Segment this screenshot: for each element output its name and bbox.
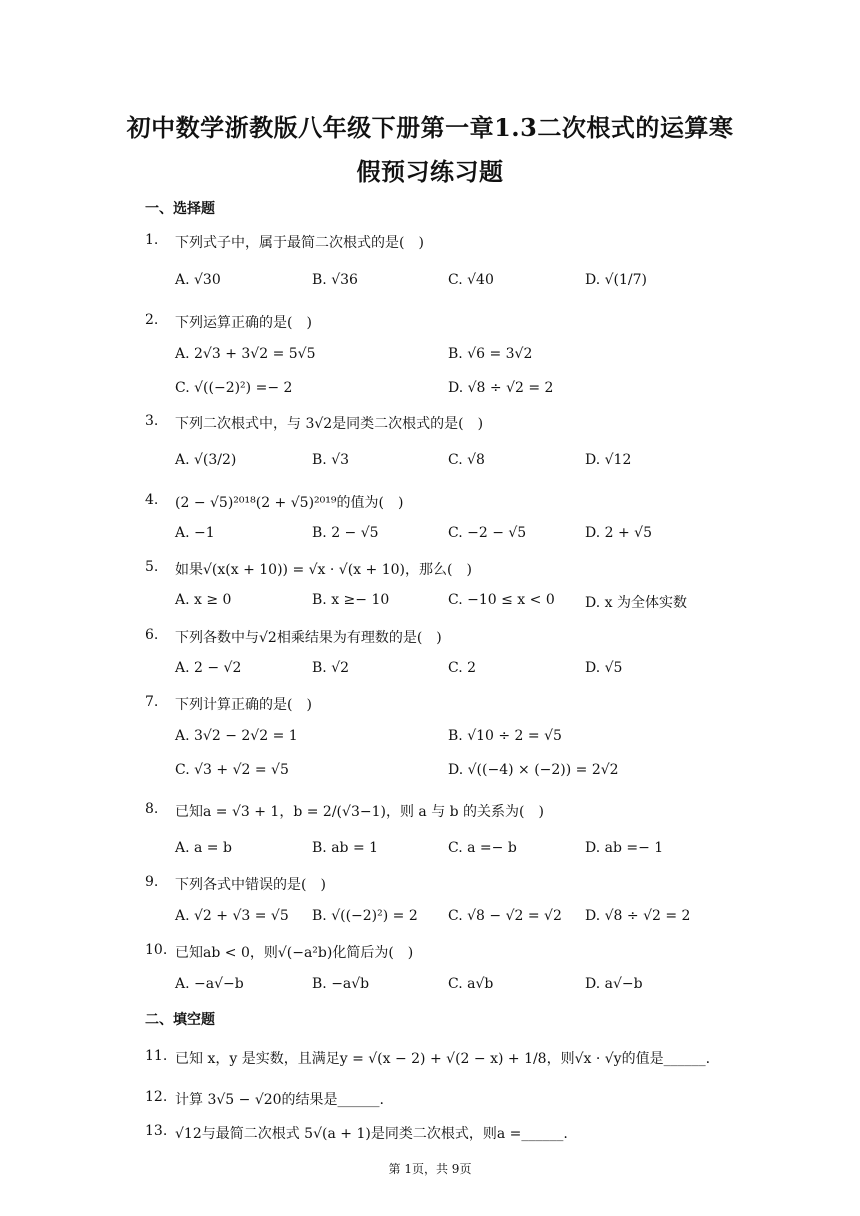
- question-number: 13.: [145, 1123, 168, 1139]
- option-c: C. a =− b: [448, 840, 517, 856]
- option-c: C. −2 − √5: [448, 525, 527, 541]
- option-c: C. √40: [448, 272, 494, 288]
- option-d: D. a√−b: [585, 976, 643, 992]
- option-c: C. √8 − √2 = √2: [448, 908, 562, 924]
- question-number: 5.: [145, 559, 159, 575]
- section-heading-fill: 二、填空题: [145, 1012, 215, 1028]
- option-d: D. x 为全体实数: [585, 595, 687, 611]
- question-stem: 已知ab < 0，则√(−a²b)化简后为( ): [175, 945, 414, 961]
- option-b: B. 2 − √5: [312, 525, 379, 541]
- option-a: A. a = b: [175, 840, 232, 856]
- option-d: D. √8 ÷ √2 = 2: [585, 908, 691, 924]
- page-footer: 第 1页，共 9页: [388, 1162, 472, 1176]
- question-stem: 下列式子中，属于最简二次根式的是( ): [175, 235, 424, 251]
- option-d: D. √8 ÷ √2 = 2: [448, 380, 554, 396]
- page-title-line2: 假预习练习题: [356, 157, 504, 186]
- option-d: D. ab =− 1: [585, 840, 664, 856]
- question-stem: 下列各数中与√2相乘结果为有理数的是( ): [175, 630, 442, 646]
- option-a: A. √2 + √3 = √5: [175, 908, 289, 924]
- option-c: C. 2: [448, 660, 477, 676]
- option-d: D. √(1/7): [585, 272, 648, 288]
- question-stem: 计算 3√5 − √20的结果是______.: [175, 1092, 385, 1108]
- option-c: C. √8: [448, 452, 485, 468]
- question-stem: (2 − √5)²⁰¹⁸(2 + √5)²⁰¹⁹的值为( ): [175, 495, 404, 511]
- option-a: A. √(3/2): [175, 452, 237, 468]
- question-stem: 下列二次根式中，与 3√2是同类二次根式的是( ): [175, 416, 484, 432]
- question-number: 3.: [145, 413, 159, 429]
- question-stem: 下列计算正确的是( ): [175, 697, 312, 713]
- option-a: A. −1: [175, 525, 215, 541]
- option-b: B. √6 = 3√2: [448, 346, 533, 362]
- option-b: B. √10 ÷ 2 = √5: [448, 728, 562, 744]
- question-number: 8.: [145, 801, 159, 817]
- option-c: C. √3 + √2 = √5: [175, 762, 289, 778]
- option-a: A. √30: [175, 272, 221, 288]
- question-stem: 已知a = √3 + 1，b = 2/(√3−1)，则 a 与 b 的关系为( ): [175, 804, 544, 820]
- option-d: D. 2 + √5: [585, 525, 652, 541]
- option-b: B. √2: [312, 660, 350, 676]
- option-b: B. −a√b: [312, 976, 370, 992]
- option-d: D. √5: [585, 660, 623, 676]
- option-b: B. x ≥− 10: [312, 592, 390, 608]
- option-c: C. −10 ≤ x < 0: [448, 592, 555, 608]
- section-heading-choice: 一、选择题: [145, 201, 215, 217]
- option-b: B. √36: [312, 272, 358, 288]
- option-a: A. 2 − √2: [175, 660, 242, 676]
- question-stem: 如果√(x(x + 10)) = √x · √(x + 10)，那么( ): [175, 562, 472, 578]
- question-number: 4.: [145, 492, 159, 508]
- question-number: 11.: [145, 1048, 168, 1064]
- option-a: A. x ≥ 0: [175, 592, 232, 608]
- question-number: 6.: [145, 627, 159, 643]
- option-b: B. √((−2)²) = 2: [312, 908, 418, 924]
- question-number: 9.: [145, 874, 159, 890]
- option-a: A. 3√2 − 2√2 = 1: [175, 728, 298, 744]
- question-number: 1.: [145, 232, 159, 248]
- question-stem: 已知 x，y 是实数，且满足y = √(x − 2) + √(2 − x) + 1/8，则√x · √y的值是______.: [175, 1051, 711, 1067]
- option-a: A. −a√−b: [175, 976, 244, 992]
- option-b: B. √3: [312, 452, 350, 468]
- question-number: 12.: [145, 1089, 168, 1105]
- question-stem: 下列各式中错误的是( ): [175, 877, 326, 893]
- question-number: 2.: [145, 312, 159, 328]
- question-stem: 下列运算正确的是( ): [175, 315, 312, 331]
- question-stem: √12与最简二次根式 5√(a + 1)是同类二次根式，则a =______.: [175, 1126, 568, 1142]
- option-c: C. a√b: [448, 976, 494, 992]
- page-title-line1: 初中数学浙教版八年级下册第一章1.3二次根式的运算寒: [126, 113, 734, 142]
- option-a: A. 2√3 + 3√2 = 5√5: [175, 346, 316, 362]
- option-b: B. ab = 1: [312, 840, 379, 856]
- question-number: 7.: [145, 694, 159, 710]
- option-d: D. √12: [585, 452, 632, 468]
- option-d: D. √((−4) × (−2)) = 2√2: [448, 762, 619, 778]
- question-number: 10.: [145, 942, 168, 958]
- option-c: C. √((−2)²) =− 2: [175, 380, 293, 396]
